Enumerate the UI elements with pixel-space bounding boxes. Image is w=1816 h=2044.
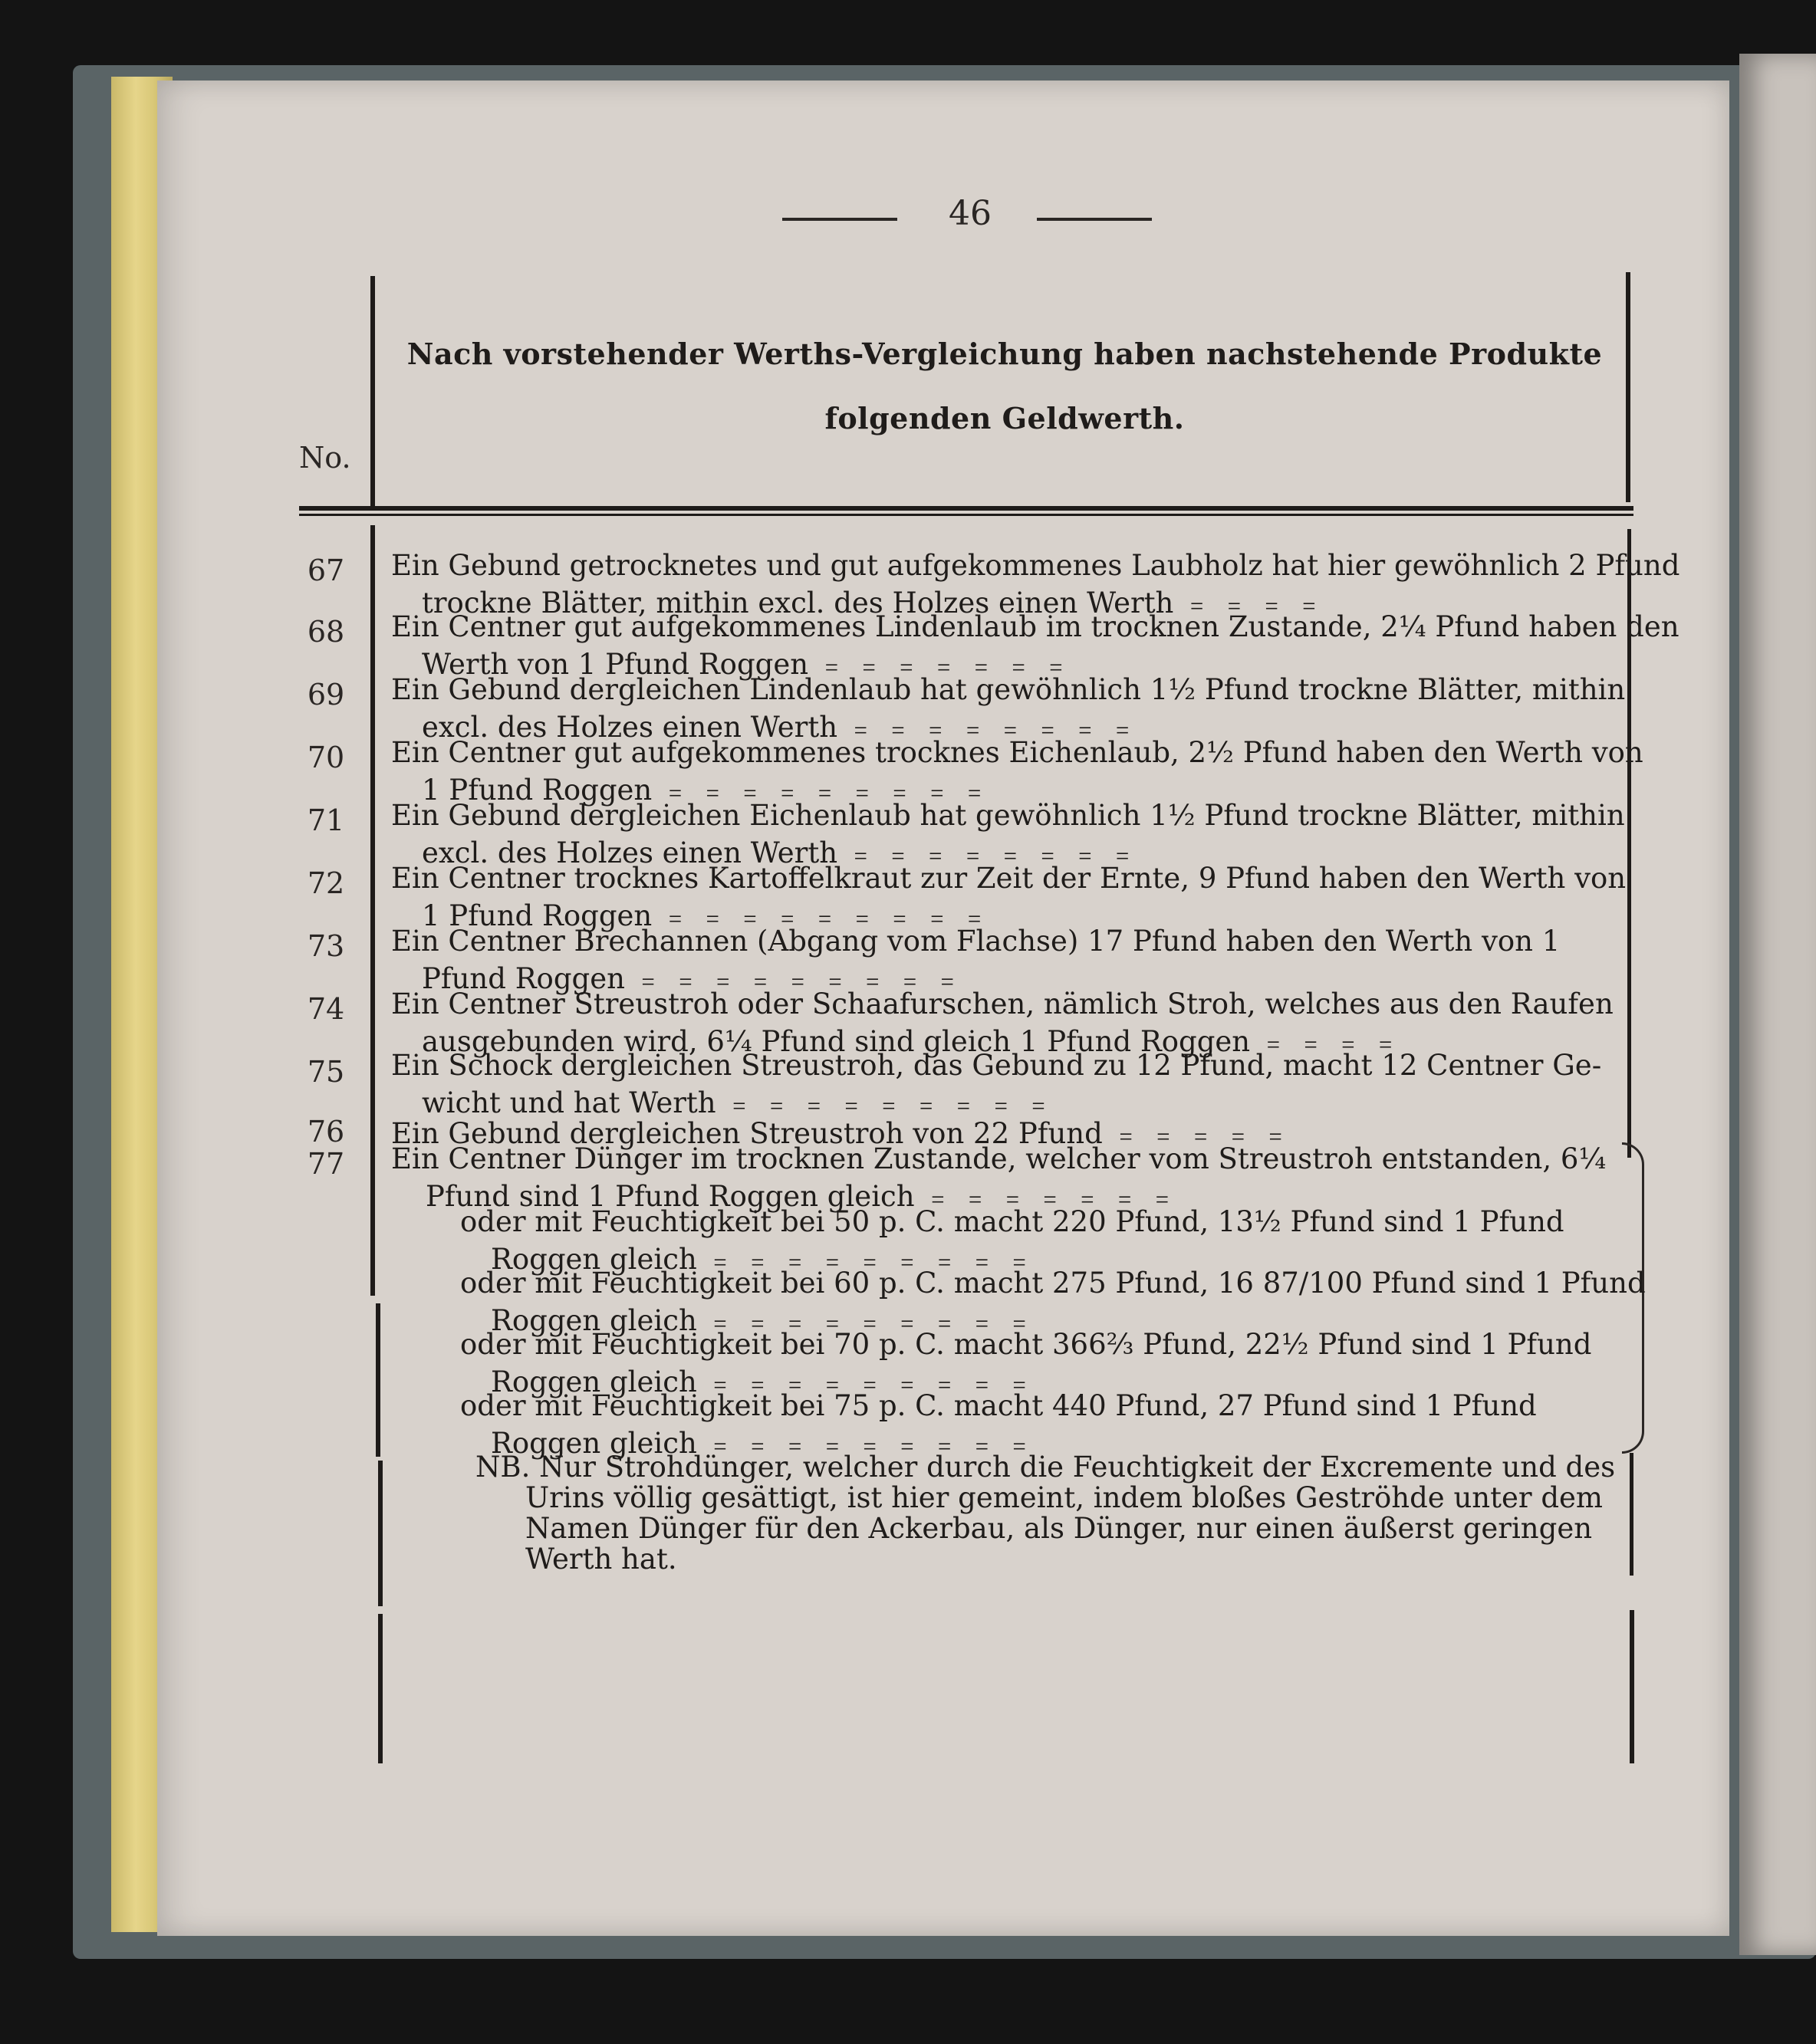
entry-number-70: 70 bbox=[307, 741, 345, 774]
entry-70-line-2: 1 Pfund Roggen ﹦ ﹦ ﹦ ﹦ ﹦ ﹦ ﹦ ﹦ ﹦ bbox=[422, 774, 989, 807]
entry-77-line-2: Pfund sind 1 Pfund Roggen gleich ﹦ ﹦ ﹦ ﹦ ﹦ ﹦ ﹦ bbox=[426, 1180, 1176, 1213]
entry-number-72: 72 bbox=[307, 866, 345, 900]
header-bottom-rule-thin bbox=[299, 514, 1633, 516]
header-bottom-rule bbox=[299, 506, 1633, 511]
moisture-50-line-1: oder mit Feuchtigkeit bei 50 p. C. macht 220 Pfund, 13½ Pfund sind 1 Pfund bbox=[460, 1205, 1564, 1238]
entry-number-74: 74 bbox=[307, 992, 345, 1026]
entry-number-71: 71 bbox=[307, 803, 345, 837]
entry-71-line-2: excl. des Holzes einen Werth ﹦ ﹦ ﹦ ﹦ ﹦ ﹦ ﹦ ﹦ bbox=[422, 836, 1137, 869]
entry-74-line-2: ausgebunden wird, 6¼ Pfund sind gleich 1 Pfund Roggen ﹦ ﹦ ﹦ ﹦ bbox=[422, 1025, 1400, 1058]
note-line-1: NB. Nur Strohdünger, welcher durch die Feuchtigkeit der Excremente und des bbox=[475, 1451, 1616, 1484]
entry-number-73: 73 bbox=[307, 929, 345, 963]
entry-73-line-2: Pfund Roggen ﹦ ﹦ ﹦ ﹦ ﹦ ﹦ ﹦ ﹦ ﹦ bbox=[422, 962, 962, 995]
body-left-rule-lower bbox=[376, 1303, 380, 1457]
entry-73-line-1: Ein Centner Brechannen (Abgang vom Flachse) 17 Pfund haben den Werth von 1 bbox=[391, 925, 1561, 958]
moisture-70-line-2: Roggen gleich ﹦ ﹦ ﹦ ﹦ ﹦ ﹦ ﹦ ﹦ ﹦ bbox=[491, 1365, 1034, 1398]
entry-77-line-1: Ein Centner Dünger im trocknen Zustande, welcher vom Streustroh entstanden, 6¼ bbox=[391, 1142, 1607, 1175]
table-heading bbox=[383, 322, 1626, 451]
moisture-75-line-1: oder mit Feuchtigkeit bei 75 p. C. macht 440 Pfund, 27 Pfund sind 1 Pfund bbox=[460, 1389, 1537, 1422]
heading-line-1: Nach vorstehender Werths-Vergleichung haben nachstehende Produkte bbox=[406, 337, 1603, 371]
entry-70-line-1: Ein Centner gut aufgekommenes trocknes Eichenlaub, 2½ Pfund haben den Werth von bbox=[391, 736, 1643, 769]
entry-72-line-2: 1 Pfund Roggen ﹦ ﹦ ﹦ ﹦ ﹦ ﹦ ﹦ ﹦ ﹦ bbox=[422, 899, 989, 932]
entry-75-line-1: Ein Schock dergleichen Streustroh, das Gebund zu 12 Pfund, macht 12 Centner Ge- bbox=[391, 1049, 1602, 1082]
moisture-60-line-2: Roggen gleich ﹦ ﹦ ﹦ ﹦ ﹦ ﹦ ﹦ ﹦ ﹦ bbox=[491, 1304, 1034, 1337]
header-right-rule bbox=[1626, 272, 1630, 502]
entry-number-75: 75 bbox=[307, 1055, 345, 1089]
note-line-3: Namen Dünger für den Ackerbau, als Dünger, nur einen äußerst geringen bbox=[525, 1512, 1593, 1545]
entry-69-line-2: excl. des Holzes einen Werth ﹦ ﹦ ﹦ ﹦ ﹦ ﹦ ﹦ ﹦ bbox=[422, 711, 1137, 744]
header-left-rule bbox=[370, 276, 375, 506]
note-line-2: Urins völlig gesättigt, ist hier gemeint, indem bloßes Geströhde unter dem bbox=[525, 1481, 1603, 1514]
bottom-left-rule bbox=[378, 1614, 383, 1763]
moisture-70-line-1: oder mit Feuchtigkeit bei 70 p. C. macht 366⅔ Pfund, 22½ Pfund sind 1 Pfund bbox=[460, 1328, 1592, 1361]
page-number: 46 bbox=[949, 194, 992, 233]
entry-number-67: 67 bbox=[307, 554, 345, 587]
page-number-rule-right bbox=[1037, 218, 1152, 221]
entry-number-77: 77 bbox=[307, 1147, 345, 1181]
entry-67-line-1: Ein Gebund getrocknetes und gut aufgekommenes Laubholz hat hier gewöhnlich 2 Pfund bbox=[391, 549, 1680, 582]
entry-68-line-1: Ein Centner gut aufgekommenes Lindenlaub im trocknen Zustande, 2¼ Pfund haben den bbox=[391, 610, 1679, 643]
facing-page bbox=[1739, 54, 1816, 1955]
entry-74-line-1: Ein Centner Streustroh oder Schaafurschen, nämlich Stroh, welches aus den Raufen bbox=[391, 987, 1614, 1020]
entry-72-line-1: Ein Centner trocknes Kartoffelkraut zur Zeit der Ernte, 9 Pfund haben den Werth von bbox=[391, 862, 1627, 895]
column-no-label: No. bbox=[299, 441, 351, 475]
entry-75-line-2: wicht und hat Werth ﹦ ﹦ ﹦ ﹦ ﹦ ﹦ ﹦ ﹦ ﹦ bbox=[422, 1086, 1053, 1119]
body-left-rule bbox=[370, 525, 375, 1296]
entry-number-68: 68 bbox=[307, 615, 345, 649]
moisture-50-line-2: Roggen gleich ﹦ ﹦ ﹦ ﹦ ﹦ ﹦ ﹦ ﹦ ﹦ bbox=[491, 1243, 1034, 1276]
moisture-75-line-2: Roggen gleich ﹦ ﹦ ﹦ ﹦ ﹦ ﹦ ﹦ ﹦ ﹦ bbox=[491, 1427, 1034, 1460]
entry-number-76: 76 bbox=[307, 1115, 345, 1149]
page-number-rule-left bbox=[782, 218, 897, 221]
bottom-right-rule bbox=[1630, 1610, 1634, 1763]
note-left-rule bbox=[378, 1461, 383, 1606]
note-right-rule bbox=[1630, 1453, 1633, 1576]
entry-number-69: 69 bbox=[307, 678, 345, 711]
entry-76-line-1: Ein Gebund dergleichen Streustroh von 22 Pfund ﹦ ﹦ ﹦ ﹦ ﹦ bbox=[391, 1117, 1290, 1150]
moisture-60-line-1: oder mit Feuchtigkeit bei 60 p. C. macht 275 Pfund, 16 87/100 Pfund sind 1 Pfund bbox=[460, 1267, 1646, 1300]
entry-67-line-2: trockne Blätter, mithin excl. des Holzes einen Werth ﹦ ﹦ ﹦ ﹦ bbox=[422, 587, 1324, 619]
entry-68-line-2: Werth von 1 Pfund Roggen ﹦ ﹦ ﹦ ﹦ ﹦ ﹦ ﹦ bbox=[422, 648, 1071, 681]
heading-line-2: folgenden Geldwerth. bbox=[824, 401, 1185, 435]
entry-71-line-1: Ein Gebund dergleichen Eichenlaub hat gewöhnlich 1½ Pfund trockne Blätter, mithin bbox=[391, 799, 1625, 832]
note-line-4: Werth hat. bbox=[525, 1543, 677, 1576]
entry-69-line-1: Ein Gebund dergleichen Lindenlaub hat gewöhnlich 1½ Pfund trockne Blätter, mithin bbox=[391, 673, 1626, 706]
